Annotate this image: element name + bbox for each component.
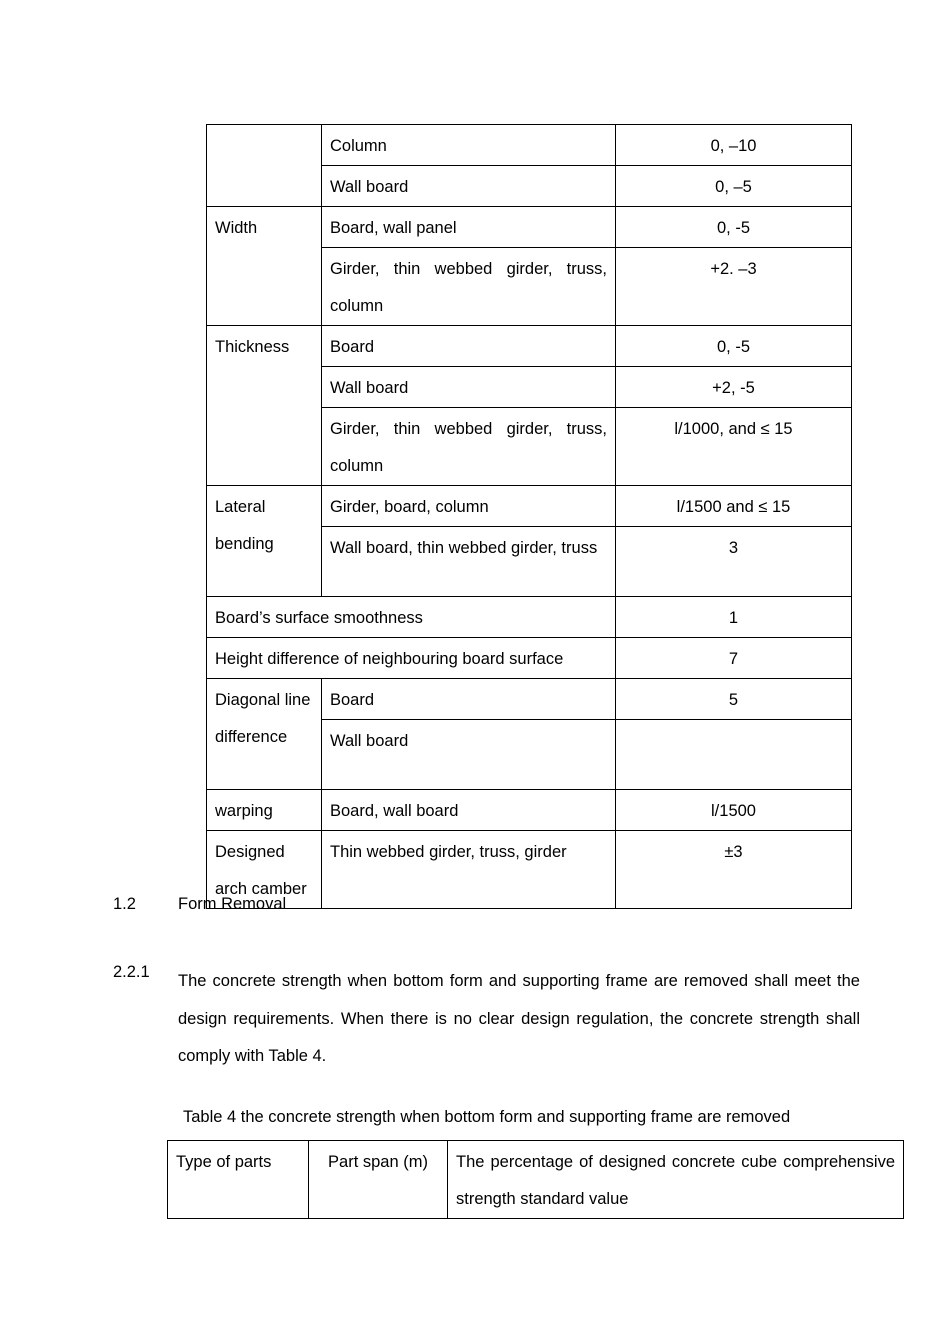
table-cell: Girder, thin webbed girder, truss, column [322,408,616,486]
table-row [207,597,852,638]
table-cell: 7 [616,638,852,679]
strength-table [167,1140,904,1219]
table-cell: ±3 [616,831,852,909]
table-cell: Board, wall panel [322,207,616,248]
header-cell: Type of parts [168,1141,309,1219]
table-cell: l/1500 and ≤ 15 [616,486,852,527]
table-cell [616,720,852,790]
table-cell: Column [322,125,616,166]
table-row [207,326,852,367]
table-cell: Wall board [322,367,616,408]
table-cell: 1 [616,597,852,638]
table-cell: Board [322,326,616,367]
table-cell: 5 [616,679,852,720]
table-cell: +2, -5 [616,367,852,408]
section-number: 1.2 [113,895,136,913]
table-cell: 0, -5 [616,207,852,248]
table-cell: Board [322,679,616,720]
table-cell: Girder, board, column [322,486,616,527]
table-row [207,679,852,720]
table-cell: l/1000, and ≤ 15 [616,408,852,486]
header-cell: Part span (m) [309,1141,448,1219]
table-row [207,831,852,909]
table-row [207,790,852,831]
row-label-thickness: Thickness [207,326,322,486]
row-label-camber: Designed arch camber [207,831,322,909]
clause-number: 2.2.1 [113,963,150,981]
clause-text: The concrete strength when bottom form and supporting frame are removed shall meet the design requirements. When there is no clear design regulation, the concrete strength shall comply with Table 4. [178,972,860,1065]
table-row [207,638,852,679]
table-cell: l/1500 [616,790,852,831]
table-caption: Table 4 the concrete strength when bottom form and supporting frame are removed [183,1108,791,1126]
row-label-warping: warping [207,790,322,831]
table-cell: Wall board [322,720,616,790]
table-header-row [168,1141,904,1219]
table-cell: Board’s surface smoothness [207,597,616,638]
table-cell: 0, -5 [616,326,852,367]
table-row [207,207,852,248]
table-cell [207,125,322,207]
table-cell: Board, wall board [322,790,616,831]
header-cell: The percentage of designed concrete cube comprehensive strength standard value [448,1141,904,1219]
table-row [207,125,852,166]
section-title: Form Removal [178,895,287,913]
table-cell: Thin webbed girder, truss, girder [322,831,616,909]
tolerance-table [206,124,852,909]
table-cell: Girder, thin webbed girder, truss, column [322,248,616,326]
table-row [207,486,852,527]
table-cell: 0, –10 [616,125,852,166]
row-label-width: Width [207,207,322,326]
row-label-lateral-bending: Lateral bending [207,486,322,597]
table-cell: Height difference of neighbouring board surface [207,638,616,679]
table-cell: 0, –5 [616,166,852,207]
table-cell: Wall board, thin webbed girder, truss [322,527,616,597]
table-cell: +2. –3 [616,248,852,326]
row-label-diagonal: Diagonal line difference [207,679,322,790]
table-cell: 3 [616,527,852,597]
table-cell: Wall board [322,166,616,207]
